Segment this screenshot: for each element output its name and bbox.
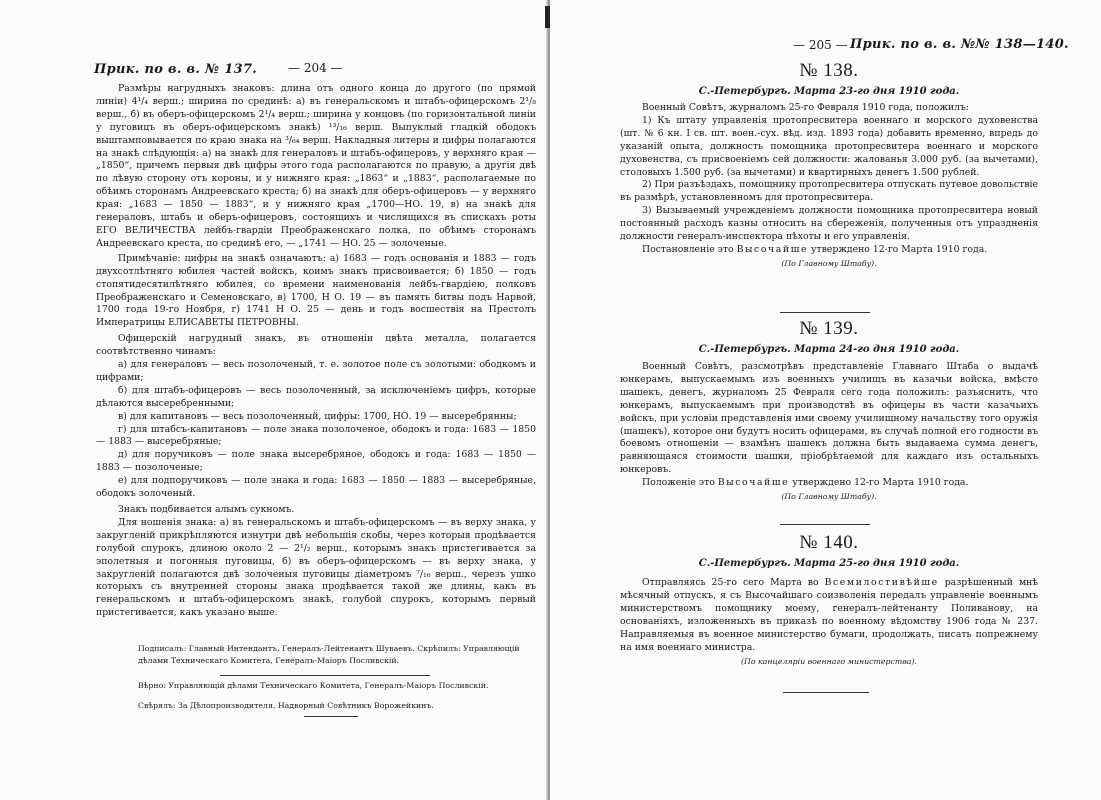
right-page-number: — 205 — <box>793 38 848 52</box>
signatures: Подписалъ: Главный Интендантъ, Генералъ-Лейтенантъ Шуваевъ. Скрѣпилъ: Управляющій дѣлами Техническаго Комитета, Генералъ-Маіоръ Посливскій. <box>138 644 520 665</box>
sveryal-line: Свѣрялъ: За Дѣлопроизводителя, Надворный Совѣтникъ Ворожейкинъ. <box>138 701 434 710</box>
order-138-p3: 3) Вызываемый учрежденіемъ должности помощника протопресвитера новый постоянный расходъ казны относить на сбереженія, полученныя отъ упраздненія должности генералъ-инспектора пѣхоты и его управленія. <box>620 205 1038 243</box>
order-139-number: № 139. <box>799 318 859 339</box>
order-138-intro: Военный Совѣтъ, журналомъ 25-го Февраля 1910 года, положилъ: <box>642 102 970 113</box>
approval-text-a: Постановленіе это <box>642 243 734 255</box>
para-wearing: Для ношенія знака: а) въ генеральскомъ и штабъ-офицерскомъ — въ верху знака, у закругленій прикрѣпляются изнутри двѣ небольшія скобы, через которыя продѣвается голубой спурокъ, длиною около 2 — 2¹/₂ верш., которымъ знакъ пристегивается за эполетныя и погонныя пуговицы, б) въ оберъ-офицерскомъ — въ верху знака, у закругленій полагаются двѣ золоченыя пуговицы діаметромъ ⁷/₁₆ верш., черезъ ушко которыхъ съ внутренней стороны знака продѣвается такой же длины, какъ въ генеральскомъ и штабъ-офицерскомъ знакѣ, голубой спурокъ, которымъ первый пристегивается, какъ указано выше. <box>96 516 536 619</box>
left-page-number: — 204 — <box>288 61 343 75</box>
para-officer-intro: Офицерскій нагрудный знакъ, въ отношеніи цвѣта металла, полагается соотвѣтственно чинамъ: <box>96 333 536 358</box>
body-text-a: Отправляясь 25-го сего Марта во <box>642 577 819 588</box>
order-139-date: С.-Петербургъ. Марта 24-го дня 1910 года. <box>698 344 960 355</box>
approval-text-c: утверждено 12-го Марта 1910 года. <box>811 243 988 255</box>
order-139-source: (По Главному Штабу). <box>781 492 877 502</box>
end-mark <box>304 716 358 717</box>
order-137-body <box>96 83 536 620</box>
approval-highest: Высочайше <box>717 477 790 489</box>
divider-139-140 <box>780 524 870 525</box>
divider-138-139 <box>780 312 870 313</box>
body-text-c: разрѣшенный мнѣ мѣсячный отпускъ, я съ Высочайшаго соизволенія передалъ управленіе военнымъ министерствомъ помощнику моему, генералъ-лейтенанту Поливанову, на основаніяхъ, изложенныхъ въ приказѣ по военному вѣдомству 1906 года № 237. Направляемыя въ военное министерство бумаги, продолжать, писать попрежнему на имя военнаго министра. <box>620 577 1038 653</box>
order-140-date: С.-Петербургъ. Марта 25-го дня 1910 года. <box>698 558 960 569</box>
order-140-number: № 140. <box>799 532 859 553</box>
item-a-generals: а) для генераловъ — весь позолоченый, т. е. золотое поле съ золотыми: ободкомъ и цифрами; <box>96 359 536 383</box>
order-140-body <box>620 577 1038 654</box>
order-138-date: С.-Петербургъ. Марта 23-го дня 1910 года. <box>698 86 960 97</box>
order-140-source: (По канцеляріи военнаго министерства). <box>741 657 917 667</box>
order-139-body: Военный Совѣтъ, разсмотрѣвъ представленіе Главнаго Штаба о выдачѣ юнкерамъ, выпускаемымъ изъ военныхъ училищъ въ казачьи войска, вмѣсто шашекъ, денегъ, журналомъ 25 Февраля сего года положилъ: разъяснить, что юнкерамъ, выпускаемымъ при производствѣ въ офицеры въ части казачьихъ войскъ, при условіи представленія ими своему училищному начальству того оружія (шашекъ), которое они будутъ носить офицерами, въ случаѣ полной его годности въ боевомъ отношеніи — взамѣнъ шашекъ должна быть выдаваема сумма денегъ, равняющаяся стоимости шашки, пріобрѣтаемой для каждаго изъ остальныхъ юнкеровъ. <box>620 361 1038 476</box>
para-note: Примѣчаніе: цифры на знакѣ означаютъ: а) 1683 — годъ основанія и 1883 — годъ двухсотлѣтняго юбилея частей войскъ, коимъ знакъ присвоивается; б) 1850 — годъ стопятидесятилѣтняго юбилея, со времени наименованія лейбъ-гвардіею, полковъ Преображенскаго и Семеновскаго, в) 1700, Н О. 19 — въ память битвы подъ Нарвой, 1700 года 19-го Ноября, г) 1741 Н О. 25 — день и годъ восшествія на Престолъ Императрицы ЕЛИСАВЕТЫ ПЕТРОВНЫ. <box>96 252 536 329</box>
item-v-captains: в) для капитановъ — весь позолоченный, цифры: 1700, НО. 19 — высеребрянны; <box>118 410 517 422</box>
para-badge-sizes: Размѣры нагрудныхъ знаковъ: длина отъ одного конца до другого (по прямой линіи) 4¹/₄ верш.; ширина по срединѣ: а) въ генеральскомъ и штабъ-офицерскомъ 2¹/₈ верш., б) въ оберъ-офицерскомъ 2¹/₄ верш.; ширина у концовъ (по горизонтальной линіи у пуговицъ въ оберъ-офицерскомъ знакѣ) ¹³/₁₆ верш. Выпуклый гладкій ободокъ выштамповывается по краю знака на ³/₆₄ верш. Накладныя литеры и цифры полагаются на знакѣ слѣдующія: а) на знакѣ для генераловъ и штабъ-офицеровъ, у верхняго края — „1850“, причемъ первыя двѣ цифры этого года располагаются по правую, а другія двѣ по лѣвую сторону отъ короны, и у нижняго края: „1863“ и „1883“, располагаемые по обѣимъ сторонамъ Андреевскаго креста; б) на знакѣ для оберъ-офицеровъ — у верхняго края: „1683 — 1850 — 1883“, и у нижняго края „1700—НО. 19, в) на знакѣ для генераловъ, штабъ и оберъ-офицеровъ, состоящихъ и числящихся въ спискахъ роты ЕГО ВЕЛИЧЕСТВА лейбъ-гвардіи Преображенскаго полка, по обѣимъ сторонамъ Андреевскаго креста, по срединѣ его, — „1741 — НО. 25 — золоченые. <box>96 83 536 249</box>
item-d-lieutenants: д) для поручиковъ — поле знака высеребряное, ободокъ и года: 1683 — 1850 — 1883 — позолоченые; <box>96 449 536 474</box>
approval-text-c: утверждено 12-го Марта 1910 года. <box>792 477 969 489</box>
signature-divider <box>220 675 430 676</box>
para-ribbon: Знакъ подбивается алымъ сукномъ. <box>118 504 295 515</box>
approval-highest: Высочайше <box>736 243 809 255</box>
order-138 <box>620 60 1038 268</box>
right-header-title: Прик. по в. в. №№ 138—140. <box>850 37 1069 52</box>
item-b-staff-officers: б) для штабъ-офицеровъ — весь позолоченный, за исключеніемъ цифръ, которые дѣлаются высеребренными; <box>96 384 536 409</box>
end-rule <box>783 692 869 693</box>
order-138-p2: 2) При разъѣздахъ, помощнику протопресвитера отпускать путевое довольствіе въ размѣрѣ, установленномъ для протопресвитера. <box>620 179 1038 204</box>
item-e-sub-lieutenants: е) для подпоручиковъ — поле знака и года: 1683 — 1850 — 1883 — высеребряные, ободокъ золоченый. <box>96 475 536 500</box>
order-138-approval <box>620 244 1038 257</box>
order-138-source: (По Главному Штабу). <box>781 258 877 268</box>
left-page <box>0 0 548 800</box>
order-138-number: № 138. <box>799 60 859 81</box>
left-header-title: Прик. по в. в. № 137. <box>94 62 258 77</box>
item-g-staff-captains: г) для штабсъ-капитановъ — поле знака позолоченое, ободокъ и года: 1683 — 1850 — 1883 — высеребряные; <box>96 423 536 448</box>
order-138-p1: 1) Къ штату управленія протопресвитера военнаго и морского духовенства (шт. № 6 кн. I св. шт. воен.-сух. вѣд. изд. 1893 года) добавить временно, впредь до указаній опыта, должность помощника протопресвитера военнаго и морского духовенства, съ присвоеніемъ сей должности: жалованья 3.000 руб. (за вычетами), столовыхъ 1.500 руб. (за вычетами) и квартирныхъ денегъ 1.500 рублей. <box>620 114 1038 178</box>
body-most-gracious: Всемилостивѣйше <box>824 577 939 588</box>
verno-line: Вѣрно: Управляющій дѣлами Техническаго Комитета, Генералъ-Маіоръ Посливскій. <box>138 681 489 690</box>
approval-text-a: Положеніе это <box>642 477 715 489</box>
order-139-approval <box>620 477 1038 490</box>
order-140 <box>620 532 1038 666</box>
order-139 <box>620 318 1038 501</box>
